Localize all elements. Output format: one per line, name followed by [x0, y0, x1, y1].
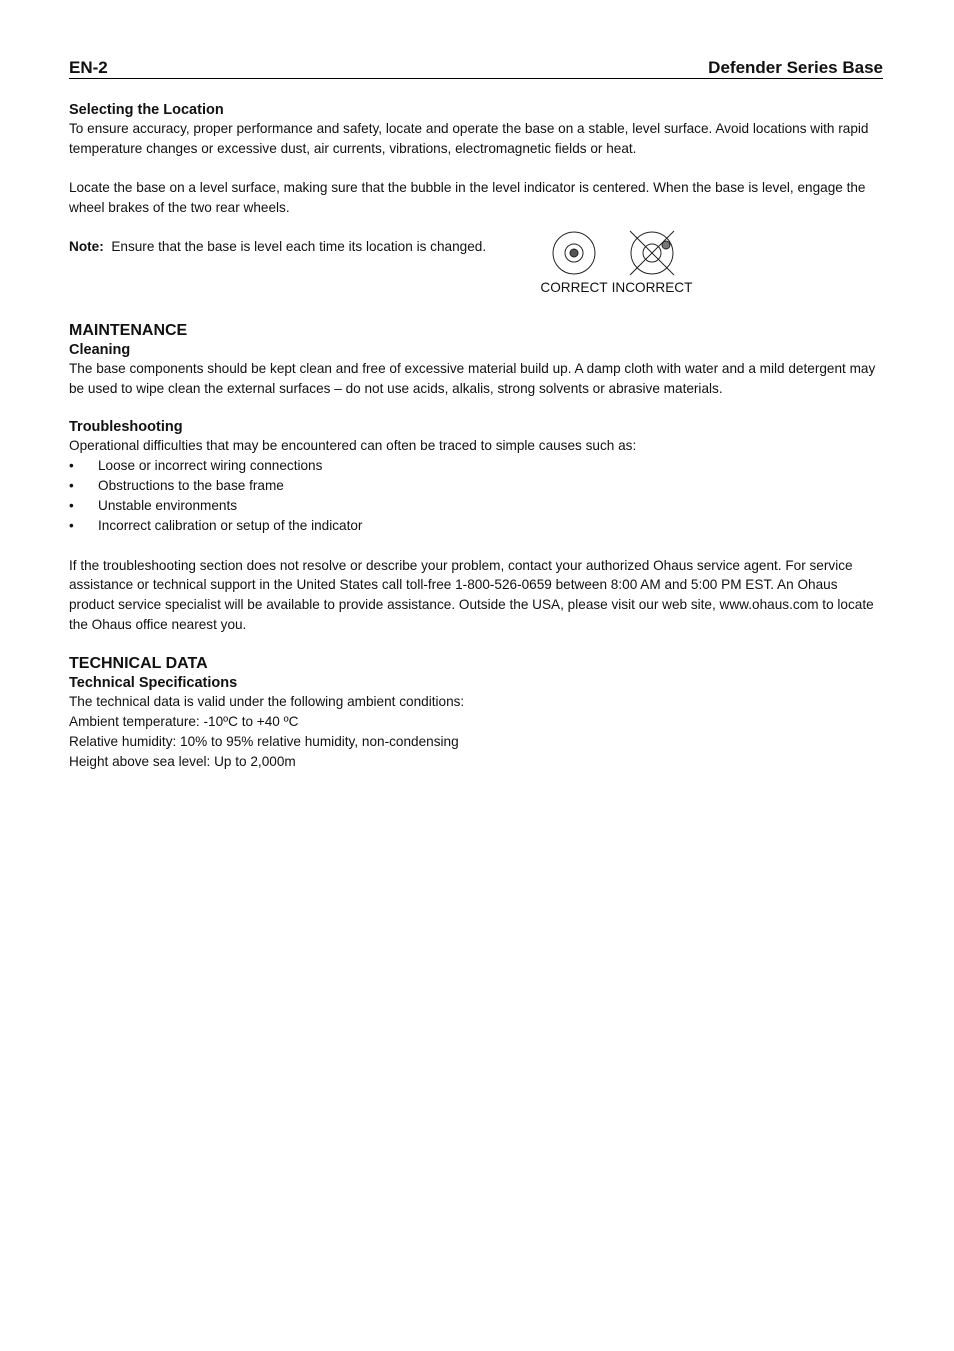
subheading-specifications: Technical Specifications	[69, 675, 238, 692]
bullet-icon: •	[69, 477, 74, 493]
support-paragraph: If the troubleshooting section does not resolve or describe your problem, contact your authorized Ohaus service agent. For service assistance or technical support in the United States call toll-free 1-800-526-0659 between 8:00 AM and 5:00 PM EST. An Ohaus product service specialist will be available to provide assistance. Outside the USA, please visit our web site, www.ohaus.com to locate the Ohaus office nearest you.	[69, 557, 874, 632]
section-heading-location: Selecting the Location	[69, 102, 224, 118]
list-item	[69, 516, 883, 536]
location-paragraph-1: To ensure accuracy, proper performance and safety, locate and operate the base on a stable, level surface. Avoid locations with rapid temperature changes or excessive dust, air currents, vibrations, electromagnetic fields or heat.	[69, 121, 869, 156]
correct-label: CORRECT	[540, 280, 608, 296]
list-item-text: Loose or incorrect wiring connections	[98, 457, 323, 473]
spec-line: Relative humidity: 10% to 95% relative humidity, non-condensing	[69, 733, 459, 749]
level-incorrect	[613, 229, 691, 297]
level-indicator-figure	[535, 229, 691, 297]
page-header	[69, 58, 883, 79]
bullet-icon: •	[69, 457, 74, 473]
location-paragraph-2: Locate the base on a level surface, making sure that the bubble in the level indicator is centered. When the base is level, engage the wheel brakes of the two rear wheels.	[69, 180, 866, 215]
cleaning-paragraph: The base components should be kept clean and free of excessive material build up. A damp cloth with water and a mild detergent may be used to wipe clean the external surfaces – do not use acids, alkalis, strong solvents or abrasive materials.	[69, 361, 876, 396]
list-item	[69, 476, 883, 496]
bubble-off-center-icon	[628, 229, 676, 277]
list-item-text: Obstructions to the base frame	[98, 477, 284, 493]
spec-line: The technical data is valid under the following ambient conditions:	[69, 694, 465, 710]
list-item	[69, 496, 883, 516]
list-item-text: Unstable environments	[98, 497, 238, 513]
note-row	[69, 237, 883, 297]
subheading-cleaning: Cleaning	[69, 342, 131, 359]
bullet-icon: •	[69, 497, 74, 513]
list-item-text: Incorrect calibration or setup of the indicator	[98, 517, 363, 533]
incorrect-label: INCORRECT	[611, 280, 693, 296]
document-page	[69, 58, 883, 771]
bubble-centered-icon	[550, 229, 598, 277]
list-item	[69, 456, 883, 476]
spec-line: Height above sea level: Up to 2,000m	[69, 753, 296, 769]
subheading-troubleshooting: Troubleshooting	[69, 419, 183, 436]
level-correct	[535, 229, 613, 297]
section-heading-technical: TECHNICAL DATA	[69, 655, 208, 673]
bullet-icon: •	[69, 517, 74, 533]
note-text: Ensure that the base is level each time its location is changed.	[111, 239, 487, 255]
section-heading-maintenance: MAINTENANCE	[69, 322, 188, 340]
troubleshooting-intro: Operational difficulties that may be encountered can often be traced to simple causes such as:	[69, 438, 637, 454]
troubleshooting-list	[69, 456, 883, 536]
document-title: Defender Series Base	[708, 58, 883, 77]
note	[69, 237, 519, 257]
note-label: Note:	[69, 239, 104, 255]
spec-line: Ambient temperature: -10ºC to +40 ºC	[69, 714, 299, 730]
page-number: EN-2	[69, 58, 108, 77]
